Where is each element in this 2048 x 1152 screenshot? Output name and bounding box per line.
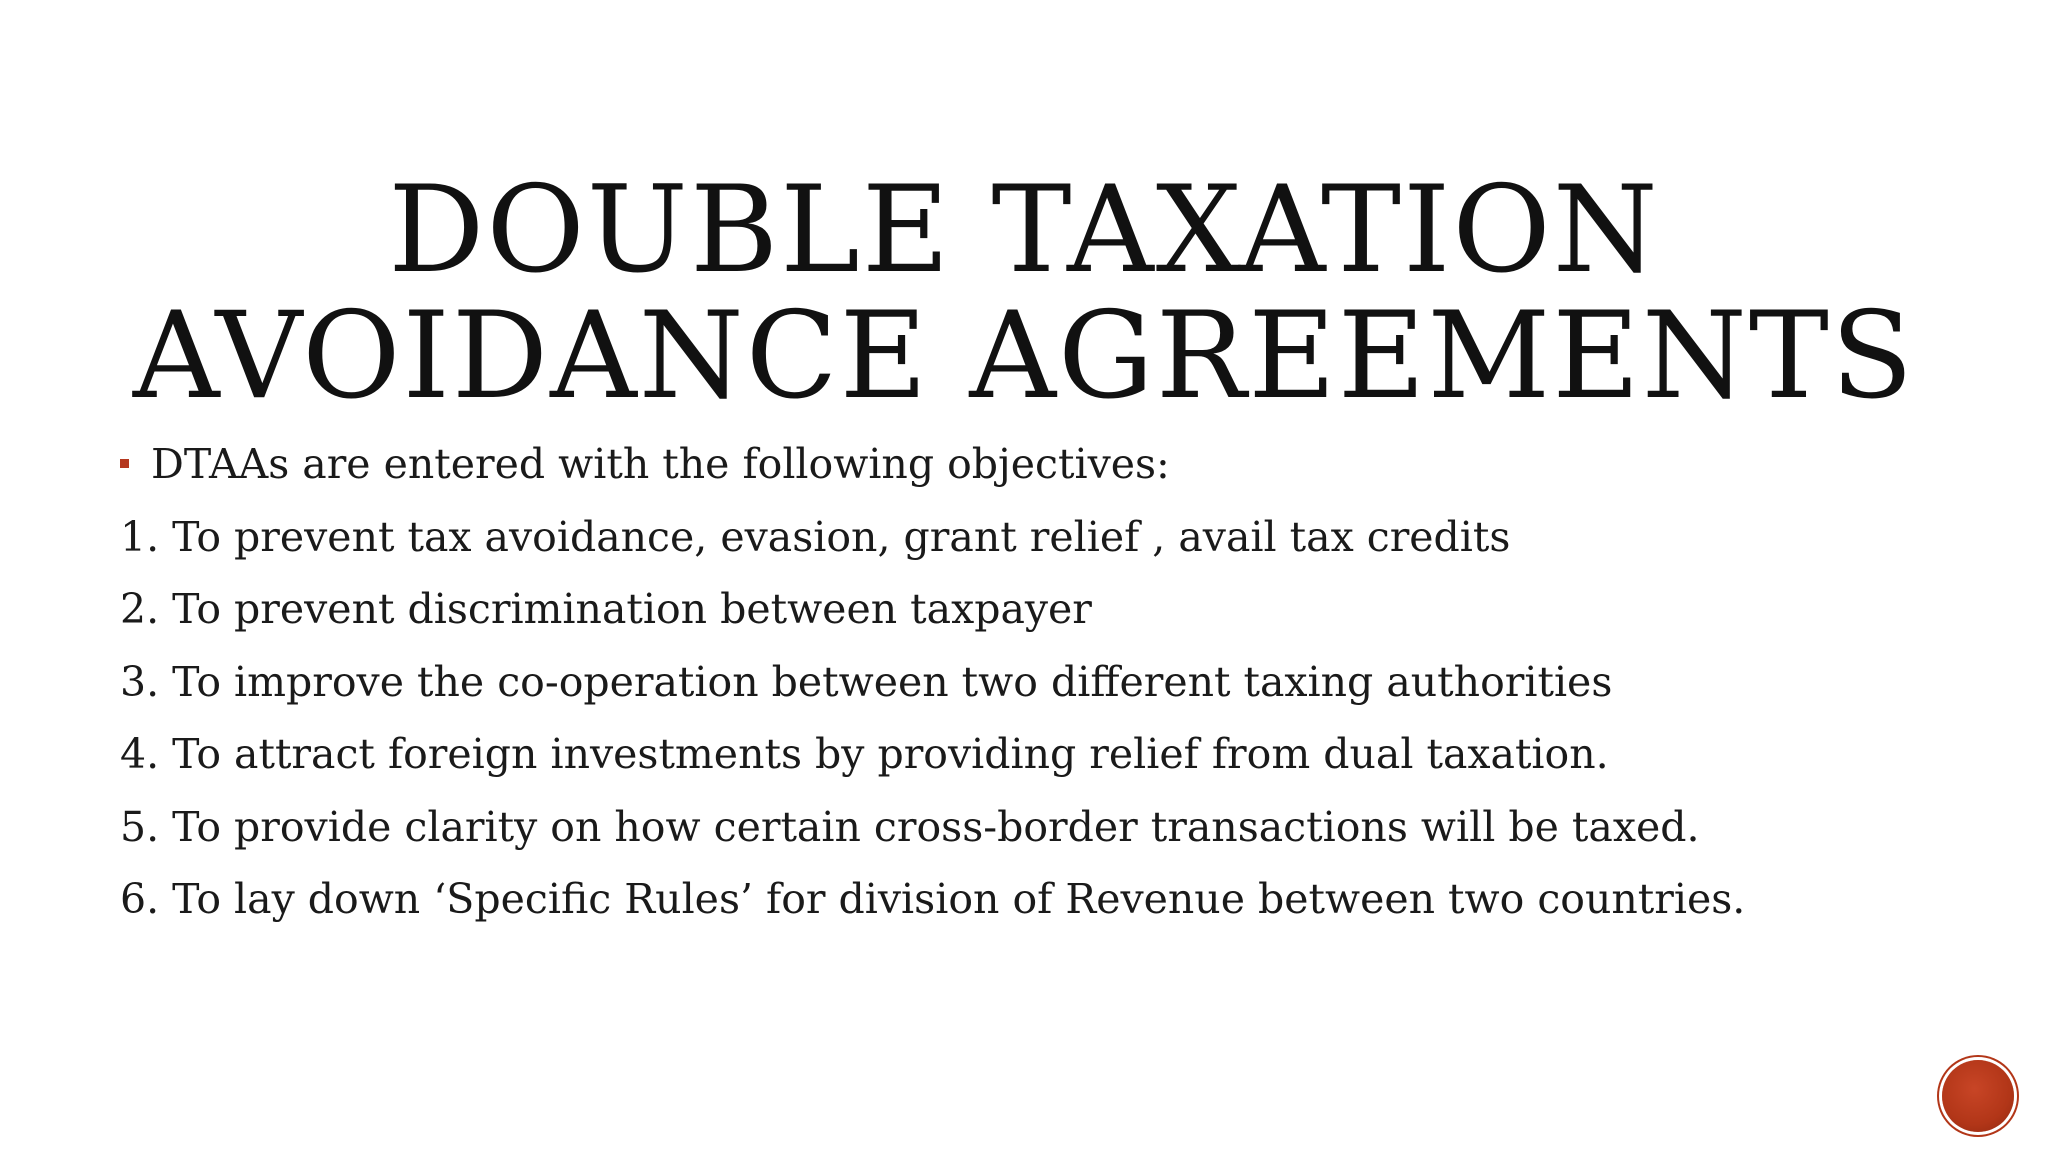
square-bullet-icon [120,459,129,468]
intro-bullet-item [120,428,1920,501]
slide-title-line-2: AVOIDANCE AGREEMENTS [132,287,1916,427]
intro-text: DTAAs are entered with the following objectives: [151,440,1170,488]
slide-title [0,161,2048,427]
slide-body [120,428,1920,936]
objective-item-6: 6. To lay down ‘Specific Rules’ for division of Revenue between two countries. [120,875,1746,923]
objective-item-4: 4. To attract foreign investments by providing relief from dual taxation. [120,730,1609,778]
objective-item-3: 3. To improve the co-operation between two different taxing authorities [120,657,1613,706]
slide-title-line-1: DOUBLE TAXATION [388,161,1660,301]
objective-item-5: 5. To provide clarity on how certain cross-border transactions will be taxed. [120,802,1700,851]
objective-item-1: 1. To prevent tax avoidance, evasion, grant relief , avail tax credits [120,512,1511,561]
slide-number-badge-icon [1942,1060,2014,1132]
objective-item-2: 2. To prevent discrimination between taxpayer [120,585,1092,633]
